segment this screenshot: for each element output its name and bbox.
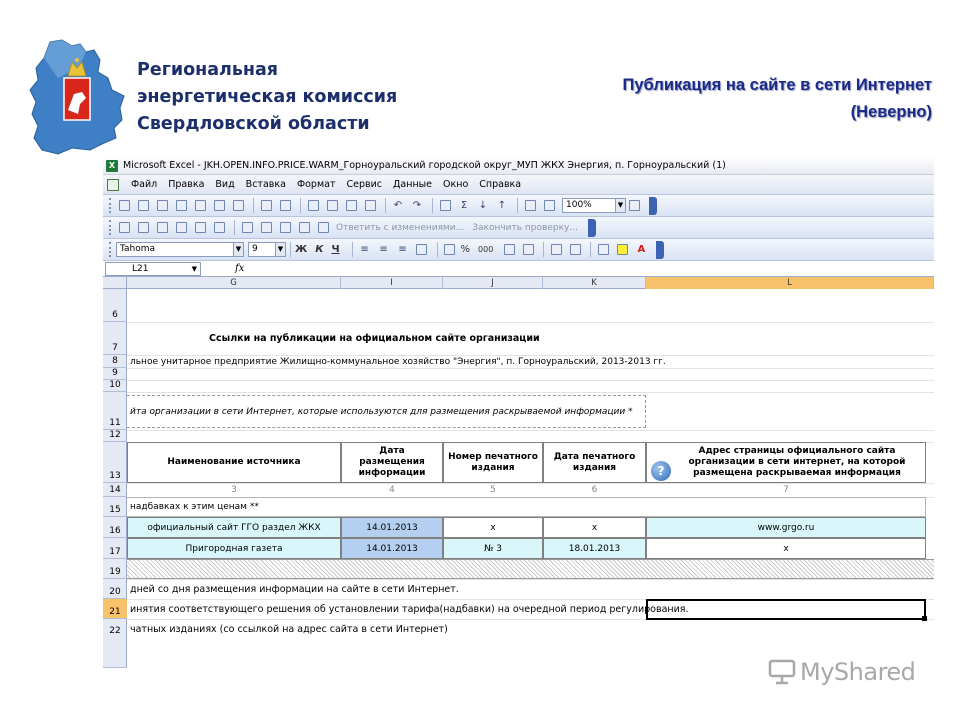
review-next-icon[interactable] [173, 220, 189, 236]
row-header[interactable]: 9 [103, 368, 127, 380]
hyperlink-icon[interactable] [437, 198, 453, 214]
row-header[interactable]: 6 [103, 289, 127, 322]
drawing-icon[interactable] [541, 198, 557, 214]
borders-icon[interactable] [595, 242, 611, 258]
merge-center-icon[interactable] [414, 242, 430, 258]
sheet-heading[interactable]: Ссылки на публикации на официальном сайте организации [209, 333, 540, 344]
hatched-separator-row [127, 559, 934, 579]
open-file-icon[interactable] [135, 198, 151, 214]
italic-button[interactable]: К [315, 244, 324, 255]
organization-name-line-1: Региональная [137, 60, 279, 80]
sort-ascending-icon[interactable]: ↓ [478, 200, 488, 211]
menu-tools[interactable]: Сервис [346, 179, 382, 190]
workbook-icon[interactable] [107, 179, 119, 191]
menu-view[interactable]: Вид [215, 179, 235, 190]
toolbar-options-icon[interactable] [588, 219, 596, 237]
footnote[interactable]: дней со дня размещения информации на сайте в сети Интернет. [130, 583, 459, 595]
toolbar-separator [543, 242, 544, 257]
formula-input[interactable] [250, 262, 934, 276]
save-icon[interactable] [154, 198, 170, 214]
insert-function-button[interactable]: fx [235, 263, 245, 274]
table-cell[interactable]: № 3 [443, 538, 543, 559]
font-size-select[interactable]: 9 [248, 242, 276, 257]
review-delete-icon[interactable] [258, 220, 274, 236]
organization-name-line-2: энергетическая комиссия [137, 87, 398, 107]
excel-app-icon: X [106, 160, 118, 172]
formula-bar [103, 261, 934, 277]
select-all-corner[interactable] [103, 277, 127, 289]
review-reply-with-changes-icon[interactable] [315, 220, 331, 236]
table-cell[interactable]: Пригородная газета [127, 538, 341, 559]
row-header[interactable]: 15 [103, 497, 127, 517]
menu-help[interactable]: Справка [479, 179, 522, 190]
table-cell[interactable]: х [646, 538, 926, 559]
row-header[interactable]: 7 [103, 322, 127, 355]
review-reply-icon[interactable] [296, 220, 312, 236]
column-number: 5 [490, 485, 496, 495]
table-cell[interactable]: х [443, 517, 543, 538]
name-box-value: L21 [132, 263, 149, 274]
toolbar-separator [385, 198, 386, 213]
toolbar-separator [437, 242, 438, 257]
toolbar-separator [253, 198, 254, 213]
toolbar-separator [517, 198, 518, 213]
table-cell[interactable]: 14.01.2013 [341, 517, 443, 538]
toolbar-separator [300, 198, 301, 213]
new-file-icon[interactable] [116, 198, 132, 214]
slide-title-line-2: (Неверно) [850, 103, 932, 121]
row-header[interactable]: 19 [103, 559, 127, 579]
email-icon[interactable] [192, 198, 208, 214]
review-prev-icon[interactable] [154, 220, 170, 236]
toolbar-grip[interactable] [109, 220, 112, 235]
review-ink-icon[interactable] [211, 220, 227, 236]
undo-icon[interactable]: ↶ [393, 200, 403, 211]
gridline [127, 430, 934, 431]
permission-icon[interactable] [173, 198, 189, 214]
chart-wizard-icon[interactable] [522, 198, 538, 214]
sverdlovsk-region-emblem-icon [28, 38, 126, 156]
toolbar-separator [590, 242, 591, 257]
review-email-icon[interactable] [116, 220, 132, 236]
reply-with-changes-button[interactable]: Ответить с изменениями... [336, 222, 465, 233]
review-hide-icon[interactable] [277, 220, 293, 236]
copy-icon[interactable] [324, 198, 340, 214]
percent-button[interactable]: % [460, 244, 471, 255]
worksheet-grid[interactable] [127, 289, 934, 668]
decrease-decimal-icon[interactable] [520, 242, 536, 258]
column-number: 3 [231, 485, 237, 495]
zoom-select[interactable]: 100% [562, 198, 616, 213]
row-header[interactable]: 20 [103, 579, 127, 599]
format-painter-icon[interactable] [362, 198, 378, 214]
font-name-dropdown-icon[interactable]: ▼ [234, 242, 244, 257]
menu-window[interactable]: Окно [443, 179, 469, 190]
table-cell[interactable]: 18.01.2013 [543, 538, 646, 559]
row-header[interactable]: 22 [103, 619, 127, 668]
table-cell[interactable]: www.grgo.ru [646, 517, 926, 538]
font-size-dropdown-icon[interactable]: ▼ [276, 242, 286, 257]
font-color-icon[interactable]: A [637, 244, 646, 255]
row-header[interactable]: 17 [103, 538, 127, 559]
thousands-button[interactable]: 000 [478, 245, 494, 254]
toolbar-separator [432, 198, 433, 213]
print-icon[interactable] [211, 198, 227, 214]
row-header[interactable]: 12 [103, 430, 127, 442]
spelling-icon[interactable] [258, 198, 274, 214]
redo-icon[interactable]: ↷ [412, 200, 422, 211]
reviewing-toolbar [103, 217, 934, 239]
window-titlebar [103, 157, 934, 175]
help-question-icon[interactable]: ? [651, 461, 671, 481]
slide-title-line-1: Публикация на сайте в сети Интернет [622, 76, 932, 94]
section-row[interactable]: надбавках к этим ценам ** [127, 497, 926, 517]
menu-format[interactable]: Формат [296, 179, 336, 190]
note-cell[interactable]: йта организации в сети Интернет, которые используются для размещения раскрываемой информации * [127, 395, 646, 428]
organization-name [137, 57, 397, 138]
organization-line[interactable]: льное унитарное предприятие Жилищно-коммунальное хозяйство "Энергия", п. Горноуральский, 2013-2013 гг. [130, 356, 666, 367]
table-header-source[interactable]: Наименование источника [127, 442, 341, 483]
name-box-dropdown-icon[interactable]: ▼ [191, 264, 197, 273]
menu-file[interactable]: Файл [131, 179, 158, 190]
row-header[interactable]: 11 [103, 392, 127, 430]
footnote[interactable]: инятия соответствующего решения об установлении тарифа(надбавки) на очередной период регулирования. [130, 603, 689, 615]
gridline [127, 392, 934, 393]
gridline [127, 380, 934, 381]
table-header-web-address[interactable]: Адрес страницы официального сайта организации в сети интернет, на которой размещена раскрываемая информация [646, 442, 926, 483]
print-preview-icon[interactable] [230, 198, 246, 214]
row-header[interactable]: 16 [103, 517, 127, 538]
name-box[interactable] [105, 262, 201, 276]
increase-decimal-icon[interactable] [501, 242, 517, 258]
end-review-button[interactable]: Закончить проверку... [472, 222, 578, 233]
row-header[interactable]: 13 [103, 442, 127, 483]
paste-icon[interactable] [343, 198, 359, 214]
column-header-i[interactable]: I [341, 277, 443, 289]
myshared-watermark [768, 658, 915, 686]
fill-color-icon[interactable] [614, 242, 630, 258]
formatting-toolbar [103, 239, 934, 261]
research-icon[interactable] [277, 198, 293, 214]
table-cell[interactable]: официальный сайт ГГО раздел ЖКХ [127, 517, 341, 538]
column-header-j[interactable]: J [443, 277, 543, 289]
active-cell-l21[interactable] [646, 599, 926, 620]
decrease-indent-icon[interactable] [548, 242, 564, 258]
row-header[interactable]: 14 [103, 483, 127, 497]
gridline [127, 368, 934, 369]
menu-insert[interactable]: Вставка [245, 179, 286, 190]
row-header-selected[interactable]: 21 [103, 599, 127, 619]
window-title: Microsoft Excel - JKH.OPEN.INFO.PRICE.WARM_Горноуральский городской округ_МУП ЖКХ Энергия, п. Горноуральский (1) [123, 160, 726, 171]
slide-title [623, 72, 932, 126]
table-header-print-date[interactable]: Дата печатного издания [543, 442, 646, 483]
table-cell[interactable]: 14.01.2013 [341, 538, 443, 559]
column-header-l[interactable]: L [646, 277, 934, 289]
review-track-icon[interactable] [135, 220, 151, 236]
presentation-board-icon [768, 659, 796, 685]
table-header-posting-date[interactable]: Дата размещения информации [341, 442, 443, 483]
footnote[interactable]: чатных изданиях (со ссылкой на адрес сайта в сети Интернет) [130, 623, 448, 635]
column-headers [103, 277, 934, 289]
zoom-dropdown-icon[interactable]: ▼ [616, 198, 626, 213]
autosum-icon[interactable]: Σ [460, 200, 468, 211]
review-comment-icon[interactable] [192, 220, 208, 236]
column-number: 6 [591, 485, 598, 495]
table-header-print-number[interactable]: Номер печатного издания [443, 442, 543, 483]
toolbar-grip[interactable] [109, 198, 112, 213]
standard-toolbar [103, 195, 934, 217]
sort-descending-icon[interactable]: ↑ [497, 200, 507, 211]
toolbar-grip[interactable] [109, 242, 112, 257]
table-cell[interactable]: х [543, 517, 646, 538]
column-number: 7 [783, 485, 789, 495]
menu-data[interactable]: Данные [393, 179, 433, 190]
organization-name-line-3: Свердловской области [137, 114, 370, 134]
cut-icon[interactable] [305, 198, 321, 214]
toolbar-separator [352, 242, 353, 257]
toolbar-options-icon[interactable] [656, 241, 664, 259]
align-center-icon[interactable]: ≡ [379, 244, 388, 255]
underline-button[interactable]: Ч [331, 244, 340, 255]
column-number: 4 [389, 485, 395, 495]
toolbar-separator [290, 242, 291, 257]
row-header[interactable]: 10 [103, 380, 127, 392]
align-right-icon[interactable]: ≡ [398, 244, 407, 255]
watermark-text: MyShared [800, 658, 916, 686]
column-header-k[interactable]: K [543, 277, 646, 289]
increase-indent-icon[interactable] [567, 242, 583, 258]
excel-window [103, 157, 934, 668]
toolbar-separator [234, 220, 235, 235]
font-name-select[interactable]: Tahoma [116, 242, 234, 257]
menu-bar [103, 175, 934, 195]
toolbar-options-icon[interactable] [649, 197, 657, 215]
align-left-icon[interactable]: ≡ [360, 244, 369, 255]
help-icon[interactable] [626, 198, 642, 214]
row-headers [103, 289, 127, 668]
menu-edit[interactable]: Правка [168, 179, 205, 190]
review-show-icon[interactable] [239, 220, 255, 236]
currency-icon[interactable] [442, 242, 458, 258]
column-header-g[interactable]: G [127, 277, 341, 289]
bold-button[interactable]: Ж [295, 244, 308, 255]
row-header[interactable]: 8 [103, 355, 127, 368]
